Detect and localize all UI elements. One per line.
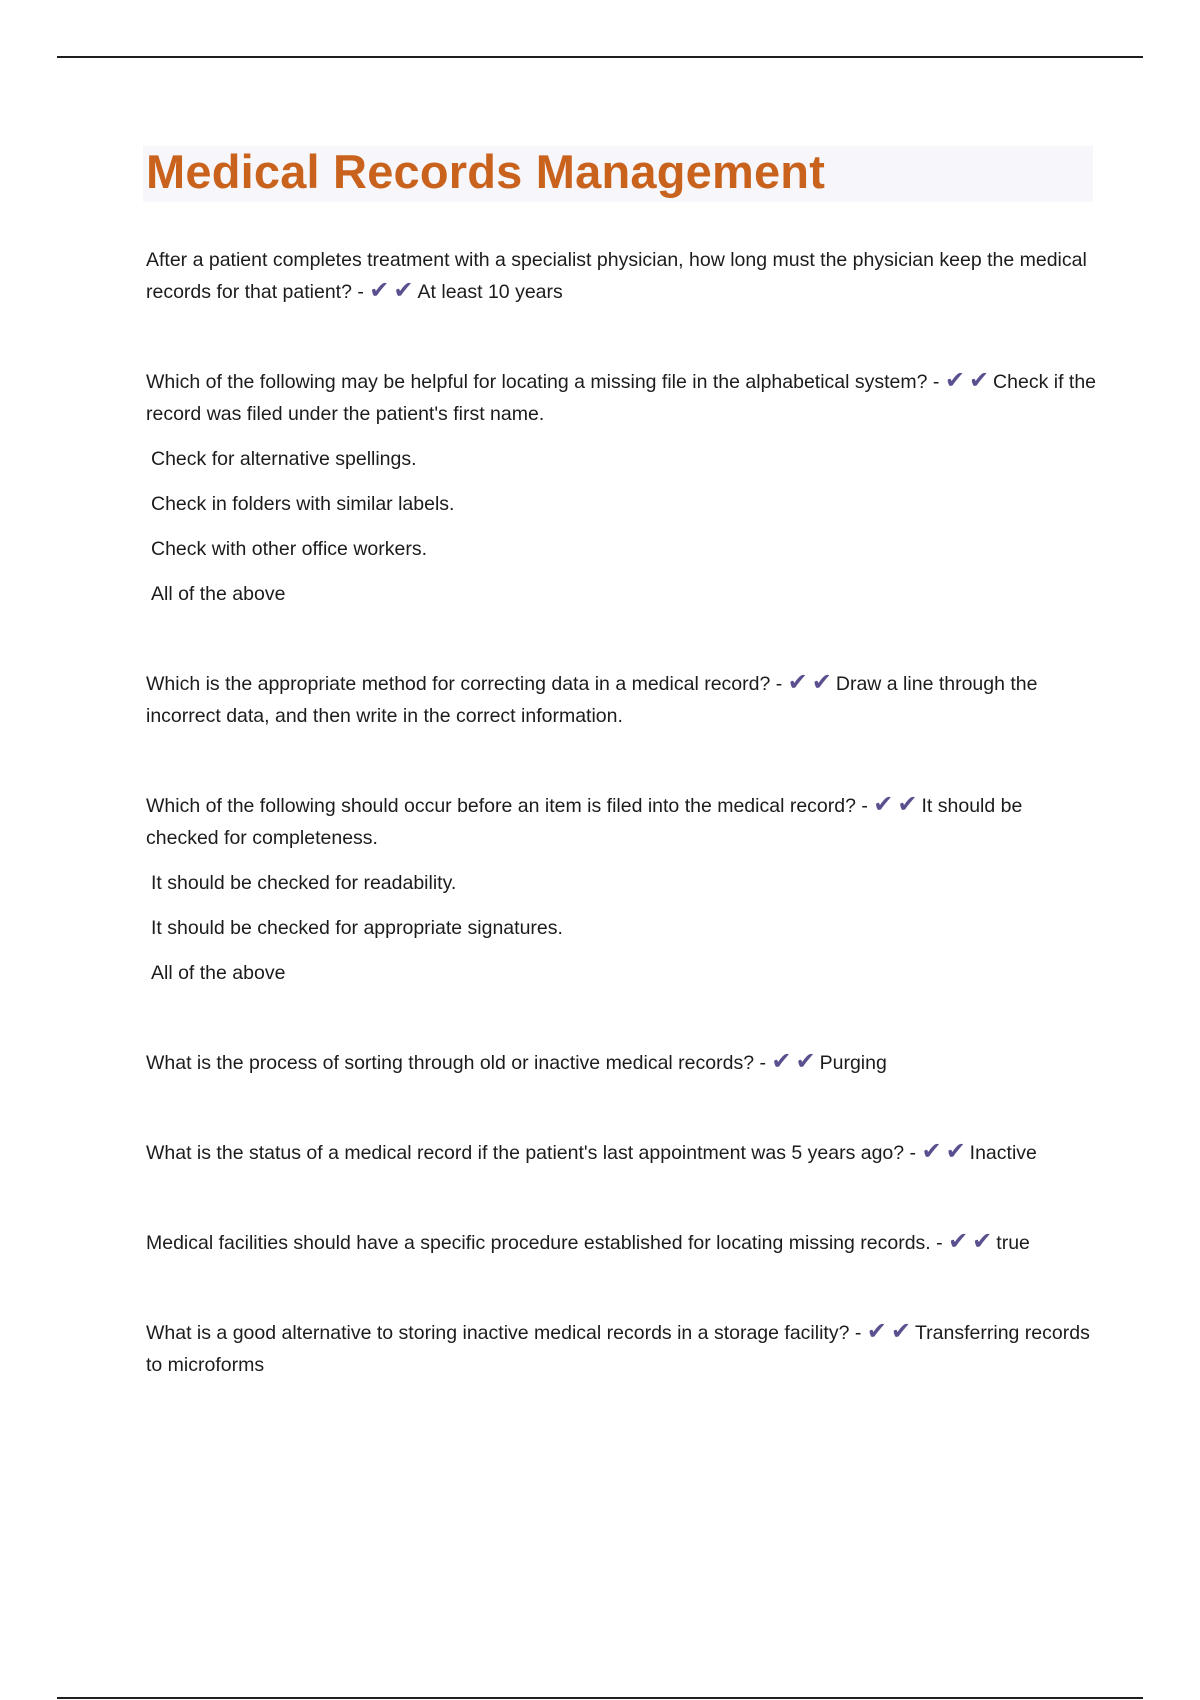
question-text: Which is the appropriate method for correcting data in a medical record? -	[146, 673, 783, 695]
check-icon: ✔	[972, 1228, 993, 1255]
check-icon: ✔	[945, 1138, 966, 1165]
qa-text	[146, 1317, 1096, 1381]
qa-item	[146, 1317, 1096, 1381]
page-title: Medical Records Management	[146, 145, 826, 198]
answer-text: It should be checked for completeness.	[146, 795, 1023, 849]
check-icon: ✔	[890, 1318, 911, 1345]
answer-text: Inactive	[969, 1142, 1037, 1164]
answer-option: Check with other office workers.	[151, 538, 427, 560]
check-icon: ✔	[866, 1318, 887, 1345]
answer-text: Check if the record was filed under the patient's first name.	[146, 371, 1097, 425]
question-text: What is the process of sorting through old or inactive medical records? -	[146, 1052, 766, 1074]
qa-item	[146, 668, 1096, 732]
check-icon: ✔	[897, 791, 918, 818]
answer-option: Check for alternative spellings.	[151, 448, 417, 470]
answer-option: It should be checked for readability.	[151, 872, 457, 894]
check-icon: ✔	[771, 1048, 792, 1075]
answer-text: true	[996, 1232, 1030, 1254]
check-icon: ✔	[811, 669, 832, 696]
top-rule	[57, 56, 1143, 58]
check-icon: ✔	[944, 367, 965, 394]
qa-item	[146, 366, 1096, 610]
question-text: What is the status of a medical record if the patient's last appointment was 5 years ago? -	[146, 1142, 917, 1164]
qa-text	[146, 668, 1096, 732]
answer-text: Draw a line through the incorrect data, and then write in the correct information.	[146, 673, 1038, 727]
qa-item	[146, 1047, 1096, 1079]
answer-option: Check in folders with similar labels.	[151, 493, 455, 515]
question-text: Which of the following should occur before an item is filed into the medical record? -	[146, 795, 868, 817]
qa-text	[146, 1137, 1096, 1169]
answer-option: All of the above	[151, 962, 286, 984]
check-icon: ✔	[795, 1048, 816, 1075]
answer-option: It should be checked for appropriate signatures.	[151, 917, 563, 939]
answer-text: At least 10 years	[417, 281, 563, 303]
question-text: What is a good alternative to storing inactive medical records in a storage facility? -	[146, 1322, 862, 1344]
qa-item	[146, 790, 1096, 989]
answer-text: Purging	[819, 1052, 887, 1074]
check-icon: ✔	[393, 277, 414, 304]
check-icon: ✔	[369, 277, 390, 304]
qa-item	[146, 244, 1096, 308]
check-icon: ✔	[787, 669, 808, 696]
question-text: Medical facilities should have a specific procedure established for locating missing records. -	[146, 1232, 943, 1254]
answer-option: All of the above	[151, 583, 286, 605]
check-icon: ✔	[968, 367, 990, 394]
qa-text	[146, 790, 1096, 854]
qa-text	[146, 1047, 1096, 1079]
qa-list	[146, 244, 1096, 1439]
check-icon: ✔	[921, 1138, 942, 1165]
check-icon: ✔	[948, 1228, 969, 1255]
qa-text	[146, 1227, 1096, 1259]
qa-text	[146, 244, 1096, 308]
qa-item	[146, 1137, 1096, 1169]
question-text: Which of the following may be helpful for locating a missing file in the alphabetical system? -	[146, 371, 940, 393]
bottom-rule	[57, 1697, 1143, 1699]
answer-text: Transferring records to microforms	[146, 1322, 1090, 1376]
check-icon: ✔	[873, 791, 894, 818]
qa-item	[146, 1227, 1096, 1259]
question-text: After a patient completes treatment with a specialist physician, how long must the physician keep the medical records for that patient? -	[146, 249, 1087, 303]
qa-text	[146, 366, 1096, 430]
